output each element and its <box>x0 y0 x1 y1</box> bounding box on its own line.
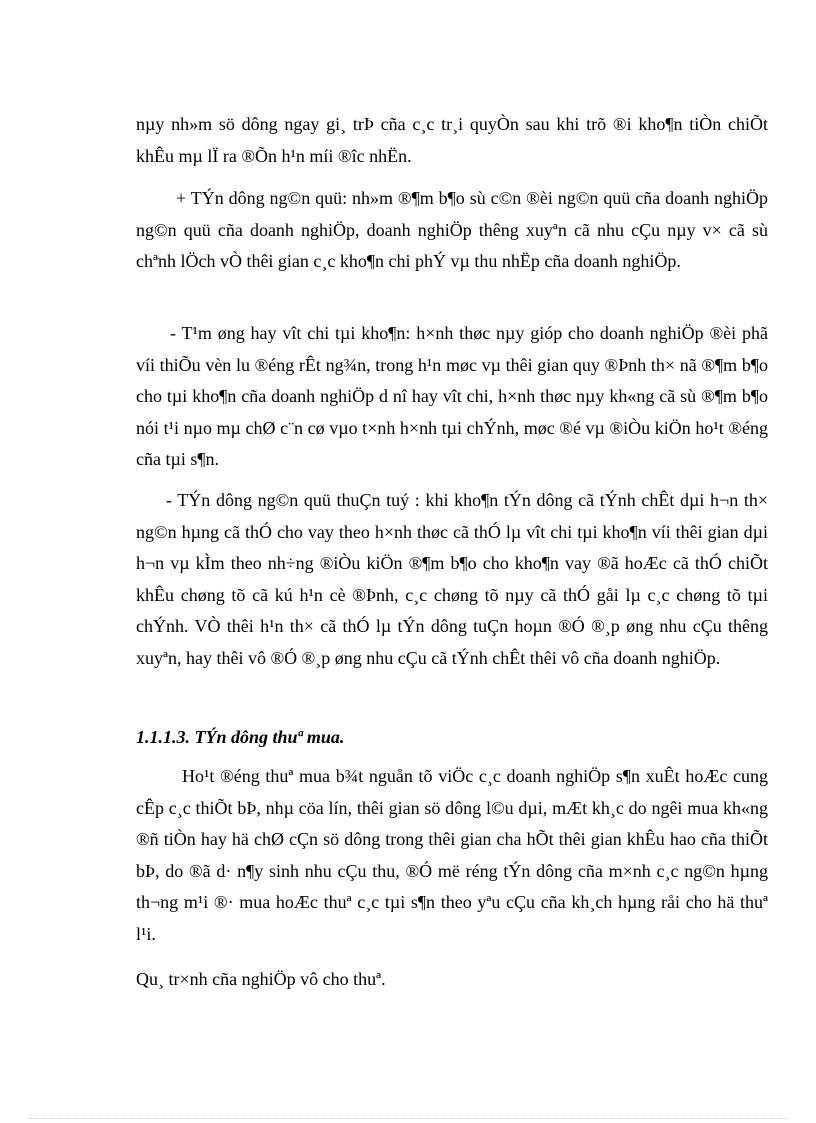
paragraph-discount-continuation: nµy nh»m sö dông ngay gi¸ trÞ cña c¸c tr¸i quyÒn sau khi trõ ®i kho¶n tiÒn chiÕt khÊu mµ lÏ ra ®Õn h¹n míi ®îc nhËn. <box>136 114 768 166</box>
paragraph-leasing-process: Qu¸ tr×nh cña nghiÖp vô cho thuª. <box>136 969 386 989</box>
paragraph-leasing-origin: Ho¹t ®éng thuª mua b¾t nguån tõ viÖc c¸c doanh nghiÖp s¶n xuÊt hoÆc cung cÊp c¸c thiÕt bÞ, nhµ cöa lín, thêi gian sö dông l©u dµi, mÆt kh¸c do ngêi mua kh«ng ®ñ tiÒn hay hä chØ cÇn sö dông trong thêi gian cha hÕt thêi gian khÊu hao cña thiÕt bÞ, do ®ã d· n¶y sinh nhu cÇu thu, ®Ó më réng tÝn dông cña m×nh c¸c ng©n hµng th¬ng m¹i ®· mua hoÆc thuª c¸c tµi s¶n theo yªu cÇu cña kh¸ch hµng råi cho hä thuª l¹i. <box>136 766 768 944</box>
paragraph-treasury-credit: + TÝn dông ng©n quü: nh»m ®¶m b¶o sù c©n ®èi ng©n quü cña doanh nghiÖp ng©n quü cña doanh nghiÖp, doanh nghiÖp thêng xuyªn cã nhu cÇu nµy v× cã sù chªnh lÖch vÒ thêi gian c¸c kho¶n chi phÝ vµ thu nhËp cña doanh nghiÖp. <box>136 188 768 271</box>
paragraph-overdraft: - T¹m øng hay vît chi tµi kho¶n: h×nh thøc nµy gióp cho doanh nghiÖp ®èi phã víi thiÕu vèn lu ®éng rÊt ng¾n, trong h¹n møc vµ thêi gian quy ®Þnh th× nã ®¶m b¶o cho tµi kho¶n cña doanh nghiÖp d nî hay vît chi, h×nh thøc nµy kh«ng cã sù ®¶m b¶o nói t¹i nµo mµ chØ c¨n cø vµo t×nh h×nh tµi chÝnh, møc ®é vµ ®iÒu kiÖn ho¹t ®éng cña tµi s¶n. <box>136 323 768 469</box>
paragraph-pure-treasury-credit: - TÝn dông ng©n quü thuÇn tuý : khi kho¶n tÝn dông cã tÝnh chÊt dµi h¬n th× ng©n hµng cã thÓ cho vay theo h×nh thøc cã thÓ lµ vît chi tµi kho¶n víi thêi gian dµi h¬n vµ kÌm theo nh÷ng ®iÒu kiÖn ®¶m b¶o cho kho¶n vay ®ã hoÆc cã thÓ chiÕt khÊu chøng tõ cã kú h¹n cè ®Þnh, c¸c chøng tõ nµy cã thÓ gåi lµ c¸c chøng tõ tµi chÝnh. VÒ thêi h¹n th× cã thÓ lµ tÝn dông tuÇn hoµn ®Ó ®¸p øng nhu cÇu thêng xuyªn, hay thêi vô ®Ó ®¸p øng nhu cÇu cã tÝnh chÊt thêi vô cña doanh nghiÖp. <box>136 490 768 668</box>
page-bottom-divider <box>28 1118 788 1119</box>
section-heading-leasing-credit: 1.1.1.3. TÝn dông thuª mua. <box>136 727 345 747</box>
